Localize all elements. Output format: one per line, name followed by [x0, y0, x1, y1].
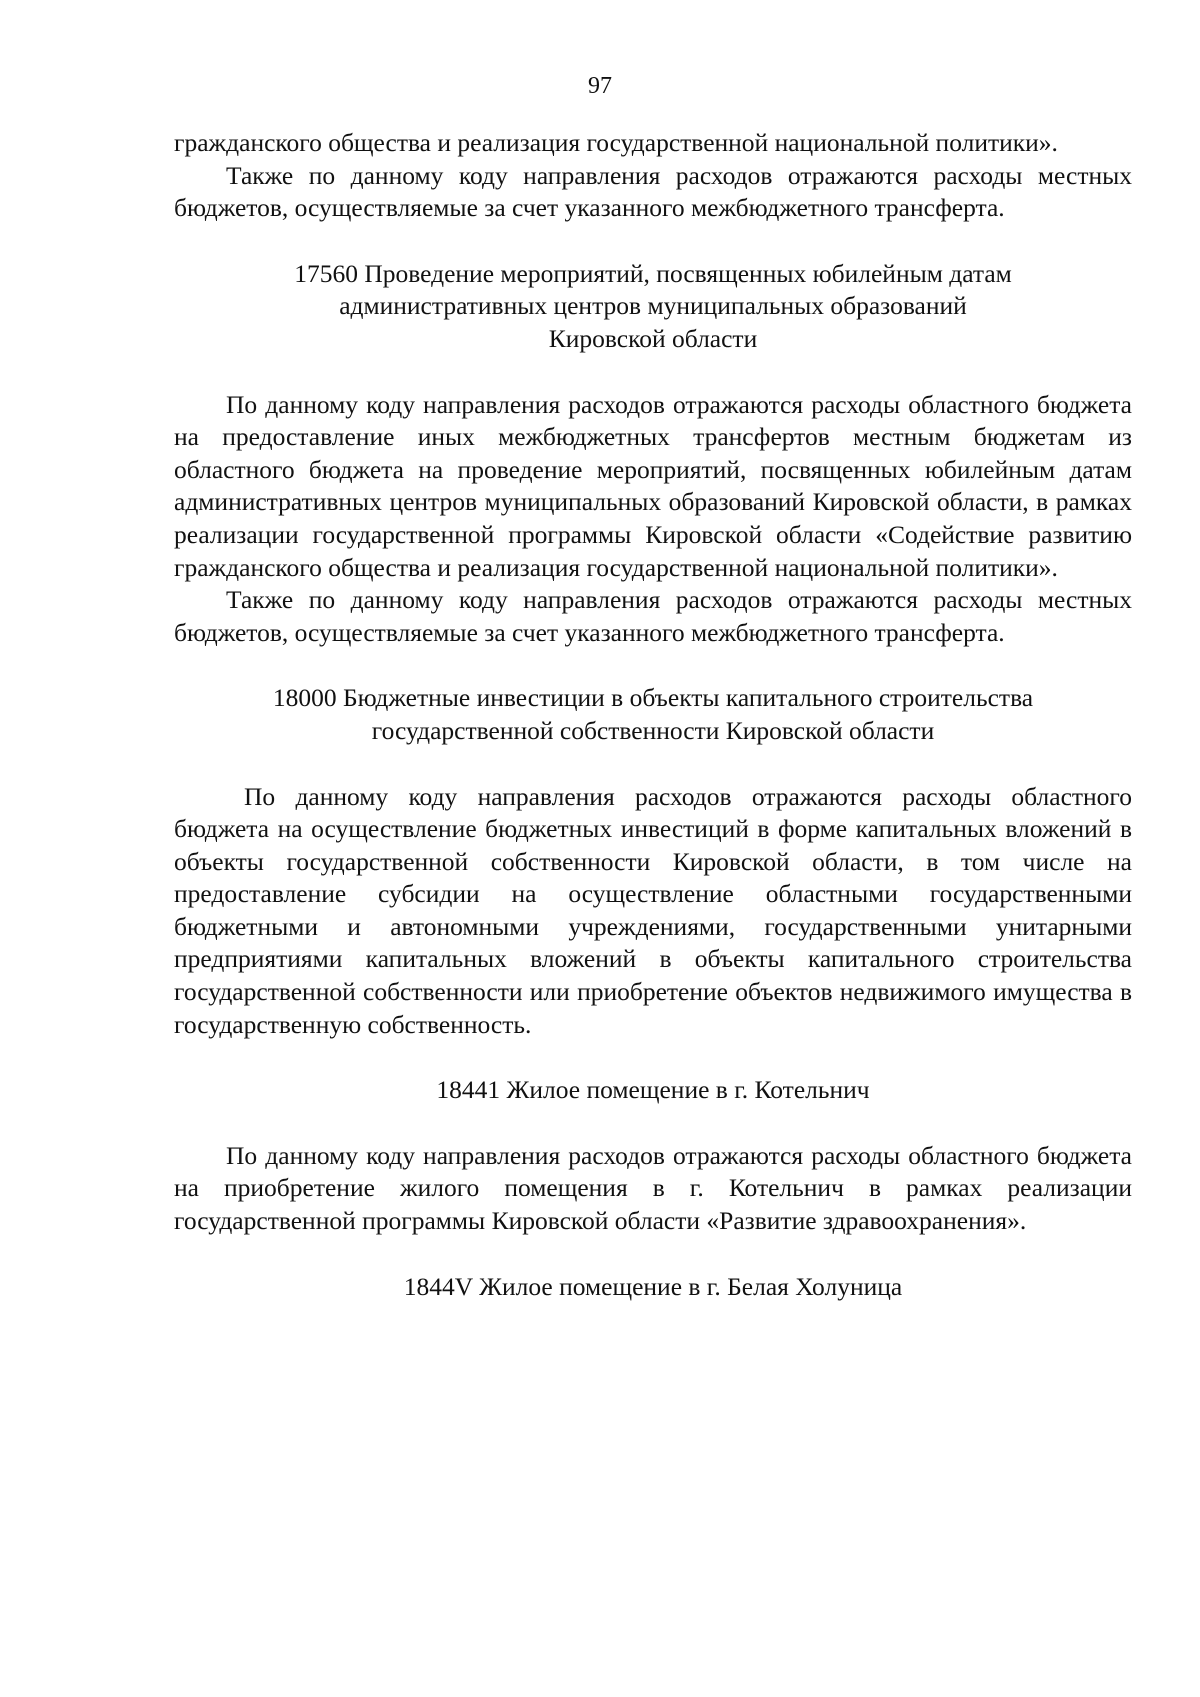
spacer [174, 1107, 1132, 1140]
spacer [174, 649, 1132, 682]
paragraph: Также по данному коду направления расходов отражаются расходы местных бюджетов, осуществляемые за счет указанного межбюджетного трансферта. [174, 160, 1132, 223]
heading-line: административных центров муниципальных образований [339, 291, 967, 321]
heading-line: Кировской области [548, 323, 758, 353]
section-heading-18441: 18441 Жилое помещение в г. Котельнич [436, 1075, 870, 1105]
paragraph-continuation: гражданского общества и реализация государственной национальной политики». [174, 128, 1058, 157]
spacer [174, 356, 1132, 389]
paragraph: Также по данному коду направления расходов отражаются расходы местных бюджетов, осуществляемые за счет указанного межбюджетного трансферта. [174, 585, 1132, 647]
spacer [174, 1041, 1132, 1074]
heading-line: 18000 Бюджетные инвестиции в объекты капитального строительства [272, 683, 1034, 713]
spacer [174, 225, 1132, 258]
page-number: 97 [588, 73, 612, 99]
document-body [174, 127, 1132, 1303]
section-heading-1844v: 1844V Жилое помещение в г. Белая Холуница [403, 1271, 903, 1301]
heading-line: государственной собственности Кировской области [371, 715, 935, 745]
paragraph: По данному коду направления расходов отражаются расходы областного бюджета на приобретение жилого помещения в г. Котельнич в рамках реализации государственной программы Кировской области «Развитие здравоохранения». [174, 1140, 1132, 1236]
heading-line: 17560 Проведение мероприятий, посвященных юбилейным датам [294, 258, 1012, 288]
section-heading-18000 [174, 682, 1132, 747]
spacer [174, 748, 1132, 781]
paragraph: По данному коду направления расходов отражаются расходы областного бюджета на предоставление иных межбюджетных трансфертов местным бюджетам из областного бюджета на проведение мероприятий, посвященных юбилейным датам административных центров муниципальных образований Кировской области, в рамках реализации государственной программы Кировской области «Содействие развитию гражданского общества и реализация государственной национальной политики». [174, 389, 1132, 582]
spacer [174, 1238, 1132, 1271]
paragraph: По данному коду направления расходов отражаются расходы областного бюджета на осуществление бюджетных инвестиций в форме капитальных вложений в объекты государственной собственности Кировской области, в том числе на предоставление субсидии на осуществление областными государственными бюджетными и автономными учреждениями, государственными унитарными предприятиями капитальных вложений в объекты капитального строительства государственной собственности или приобретение объектов недвижимого имущества в государственную собственность. [174, 781, 1132, 1039]
section-heading-17560 [174, 258, 1132, 356]
